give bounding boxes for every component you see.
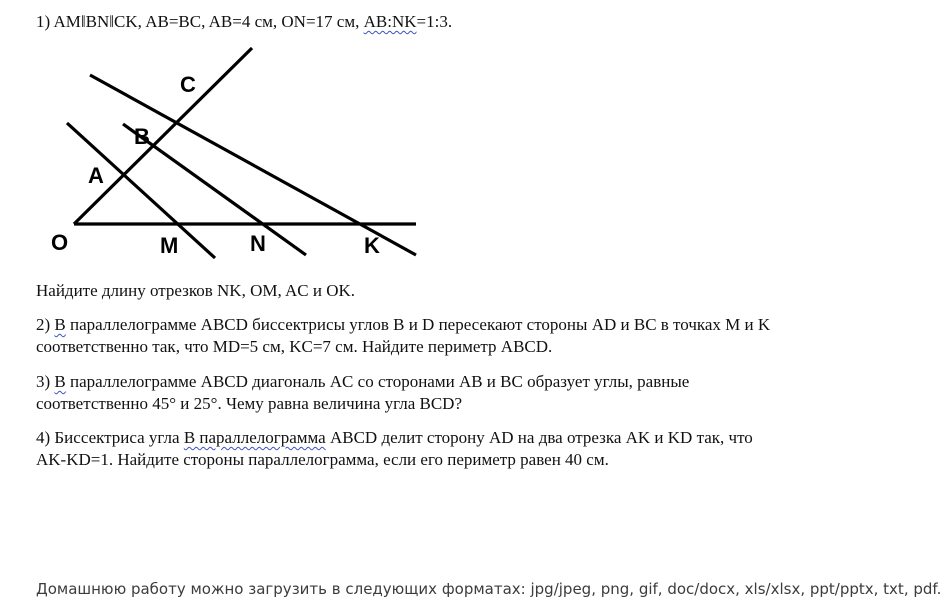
label-M: M	[160, 233, 179, 258]
task2-preposition: В	[54, 315, 66, 334]
task2-number: 2)	[36, 315, 55, 334]
label-O: O	[51, 230, 69, 255]
task1-question: Найдите длину отрезков NK, OM, AC и OK.	[36, 281, 356, 300]
task3-number: 3)	[36, 372, 55, 391]
geometry-figure	[40, 40, 430, 270]
task1-condition-ratio: AB:NK	[363, 12, 417, 31]
task2-line2: соответственно так, что MD=5 см, KC=7 см. Найдите периметр ABCD.	[36, 337, 553, 356]
label-N: N	[250, 231, 266, 256]
task4-line1-c: ABCD делит сторону AD на два отрезка AK и KD так, что	[325, 428, 753, 447]
label-C: C	[180, 72, 196, 97]
task1-condition-c: =1:3.	[416, 12, 453, 31]
task4-line1-a: 4) Биссектриса угла	[36, 428, 184, 447]
task4-line1	[36, 427, 753, 449]
label-K: K	[364, 233, 380, 258]
task2-line1	[36, 314, 770, 336]
task3-line2: соответственно 45° и 25°. Чему равна величина угла BCD?	[36, 394, 462, 413]
task4-line1-b: В параллелограмма	[183, 428, 326, 447]
task4-line2: AK-KD=1. Найдите стороны параллелограмма, если его периметр равен 40 см.	[36, 450, 609, 469]
task3-line1	[36, 371, 689, 393]
task2-line1-text: параллелограмме ABCD биссектрисы углов B и D пересекают стороны AD и BC в точках M и K	[65, 315, 771, 334]
label-A: A	[88, 163, 104, 188]
task3-line1-text: параллелограмме ABCD диагональ AC со сторонами AB и BC образует углы, равные	[65, 372, 690, 391]
task1-condition	[36, 11, 452, 33]
upload-formats-note: Домашнюю работу можно загрузить в следующих форматах: jpg/jpeg, png, gif, doc/docx, xls/xlsx, ppt/pptx, txt, pdf.	[36, 580, 942, 598]
task3-preposition: В	[54, 372, 66, 391]
task1-condition-a: 1) AM‖BN‖CK, AB=BC, AB=4 см, ON=17 см,	[36, 12, 364, 31]
line-C-K	[90, 75, 416, 255]
label-B: B	[134, 124, 150, 149]
